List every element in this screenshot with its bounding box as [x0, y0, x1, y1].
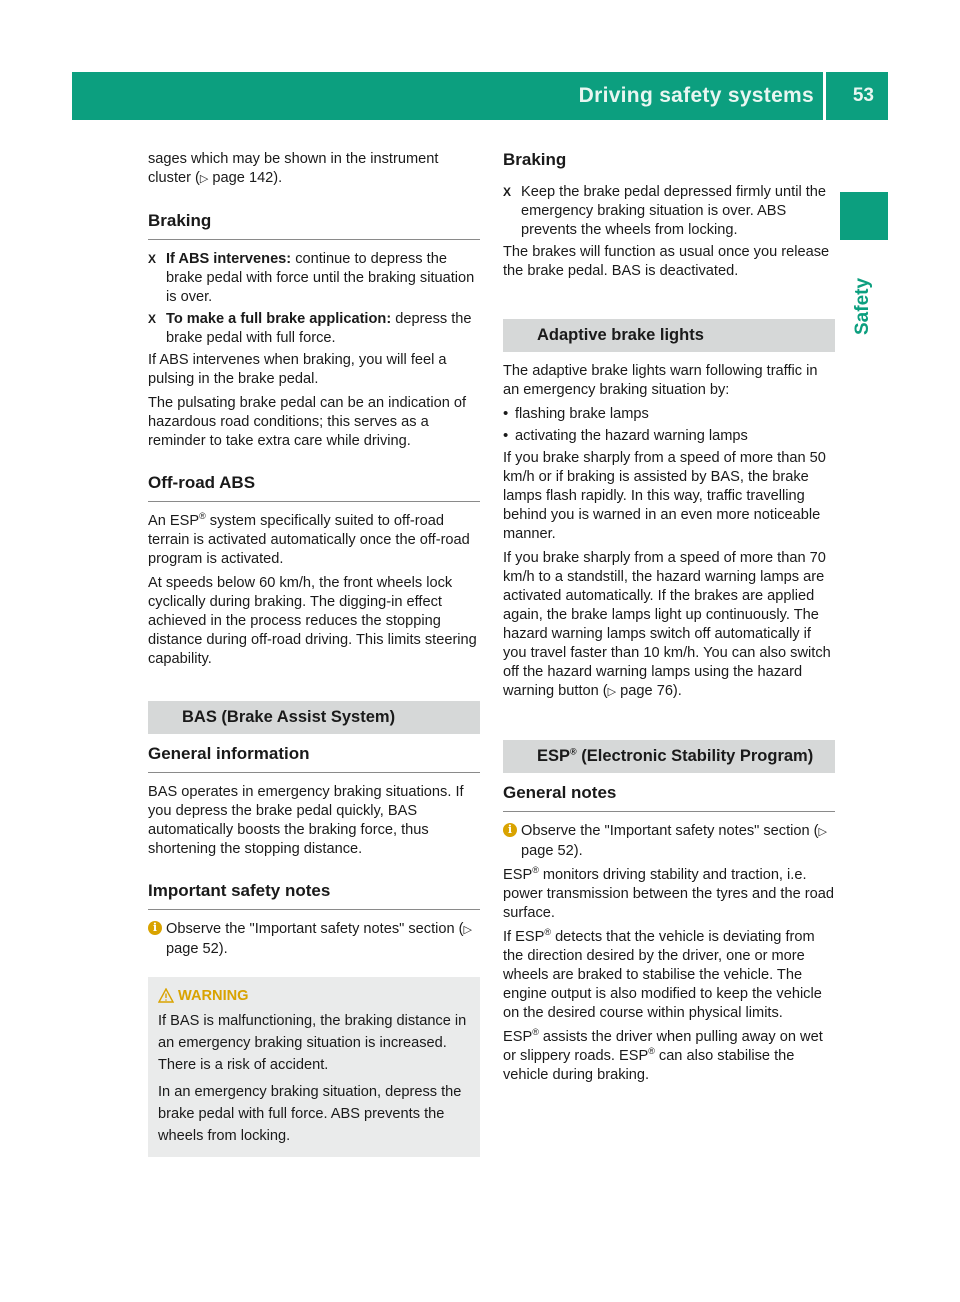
text: An ESP	[148, 513, 200, 529]
registered-mark: ®	[532, 865, 539, 876]
warning-triangle-icon	[158, 988, 174, 1003]
info-note	[503, 822, 835, 861]
step-text: Keep the brake pedal depressed firmly until the emergency braking situation is over. ABS prevents the wheels from locking.	[521, 184, 827, 238]
right-column	[503, 150, 835, 1090]
step-text: continue to depress the brake pedal with force until the braking situation is over.	[166, 251, 475, 305]
text: ESP	[503, 867, 533, 883]
registered-mark: ®	[532, 1027, 539, 1038]
esp-section-title	[503, 740, 835, 773]
step-bold: To make a full brake application:	[166, 311, 392, 327]
note-text: Observe the "Important safety notes" section (	[521, 823, 819, 839]
paragraph	[148, 512, 480, 569]
registered-mark: ®	[648, 1046, 655, 1057]
text: If ESP	[503, 929, 545, 945]
braking-heading: Braking	[503, 150, 567, 169]
warning-header	[158, 985, 472, 1007]
step-arrow-icon: X	[148, 252, 157, 266]
text: ESP	[537, 747, 571, 765]
page-ref-link[interactable]: page 52).	[166, 941, 228, 957]
general-notes-heading: General notes	[503, 783, 835, 812]
bullet-text: flashing brake lamps	[515, 406, 649, 422]
registered-mark: ®	[199, 511, 206, 522]
bullet-icon: •	[503, 427, 509, 444]
paragraph	[503, 549, 835, 702]
step-bold: If ABS intervenes:	[166, 251, 292, 267]
paragraph	[503, 928, 835, 1023]
step-item	[148, 250, 480, 307]
paragraph: The pulsating brake pedal can be an indication of hazardous road conditions; this serves as a reminder to take extra care while driving.	[148, 395, 467, 449]
paragraph: The brakes will function as usual once you release the brake pedal. BAS is deactivated.	[503, 244, 830, 279]
page-ref-arrow-icon: ▷	[199, 173, 209, 185]
warning-box	[148, 977, 480, 1157]
text: detects that the vehicle is deviating from the direction desired by the driver, one or more wheels are braked to stabilise the vehicle. The engine output is also modified to keep the vehicle on the desired course within physical limits.	[503, 929, 822, 1021]
page-number: 53	[852, 85, 874, 106]
chapter-tab-marker	[840, 192, 888, 240]
registered-mark: ®	[544, 927, 552, 938]
bullet-text: activating the hazard warning lamps	[515, 428, 748, 444]
bullet-item	[503, 427, 835, 446]
info-icon: i	[503, 823, 517, 837]
offroad-abs-heading: Off-road ABS	[148, 473, 480, 502]
text: ESP	[503, 1029, 533, 1045]
adaptive-brake-lights-title: Adaptive brake lights	[503, 319, 835, 352]
braking-heading: Braking	[148, 211, 480, 240]
page-ref-link[interactable]: page 76).	[616, 683, 682, 699]
page-ref-link[interactable]: page 52).	[521, 843, 583, 859]
text: (Electronic Stability Program)	[576, 747, 814, 765]
text: assists the driver when pulling away on wet or slippery roads. ESP	[503, 1029, 823, 1064]
paragraph	[503, 866, 835, 923]
paragraph	[503, 1028, 835, 1085]
warning-title: WARNING	[178, 988, 249, 1004]
paragraph: If ABS intervenes when braking, you will feel a pulsing in the brake pedal.	[148, 352, 447, 387]
paragraph: If you brake sharply from a speed of more than 50 km/h or if braking is assisted by BAS, the brake lamps flash rapidly. In this way, traffic travelling behind you is warned in an even more noticeable manner.	[503, 450, 826, 542]
intro-text: sages which may be shown in the instrument cluster (	[148, 151, 439, 186]
text: monitors driving stability and traction, i.e. power transmission between the tyres and the road surface.	[503, 867, 834, 921]
page-ref-arrow-icon: ▷	[463, 924, 472, 936]
paragraph: BAS operates in emergency braking situations. If you depress the brake pedal quickly, BAS automatically boosts the braking force, thus shortening the stopping distance.	[148, 784, 464, 857]
warning-paragraph: In an emergency braking situation, depress the brake pedal with full force. ABS prevents the wheels from locking.	[158, 1084, 462, 1144]
header-divider	[823, 72, 826, 120]
text: system specifically suited to off-road terrain is activated automatically once the off-road program is activated.	[148, 513, 470, 567]
bas-section-title: BAS (Brake Assist System)	[148, 701, 480, 734]
important-safety-notes-heading: Important safety notes	[148, 881, 480, 910]
section-title: Driving safety systems	[578, 84, 814, 107]
step-item	[503, 183, 835, 240]
paragraph: At speeds below 60 km/h, the front wheels lock cyclically during braking. The digging-in effect achieved in the process reduces the stopping distance during off-road driving. This limits steering capability.	[148, 575, 477, 667]
paragraph: The adaptive brake lights warn following traffic in an emergency braking situation by:	[503, 363, 818, 398]
step-item	[148, 310, 480, 348]
warning-paragraph: If BAS is malfunctioning, the braking distance in an emergency braking situation is increased. There is a risk of accident.	[158, 1013, 467, 1073]
registered-mark: ®	[570, 746, 577, 757]
step-arrow-icon: X	[148, 312, 157, 326]
page-ref-arrow-icon: ▷	[607, 686, 617, 698]
bullet-item	[503, 405, 835, 424]
note-text: Observe the "Important safety notes" section (	[166, 921, 464, 937]
general-information-heading: General information	[148, 744, 480, 773]
intro-paragraph	[148, 150, 480, 189]
text: If you brake sharply from a speed of more than 70 km/h to a standstill, the hazard warning lamps are activated automatically. If the brakes are applied again, the brake lamps light up continuously. The hazard warning lamps switch off automatically if you travel faster than 10 km/h. You can also switch off the hazard warning lamps using the hazard warning button (	[503, 550, 831, 699]
bullet-icon: •	[503, 405, 509, 422]
step-text: depress the brake pedal with full force.	[166, 311, 472, 346]
chapter-label: Safety	[852, 277, 873, 335]
text: can also stabilise the vehicle during braking.	[503, 1048, 795, 1083]
page-ref-link[interactable]: page 142).	[208, 170, 283, 186]
page-ref-arrow-icon: ▷	[818, 826, 827, 838]
info-note	[148, 920, 480, 959]
info-icon: i	[148, 921, 162, 935]
step-arrow-icon: X	[503, 185, 512, 199]
left-column	[148, 150, 480, 1157]
header-bar	[72, 72, 888, 120]
